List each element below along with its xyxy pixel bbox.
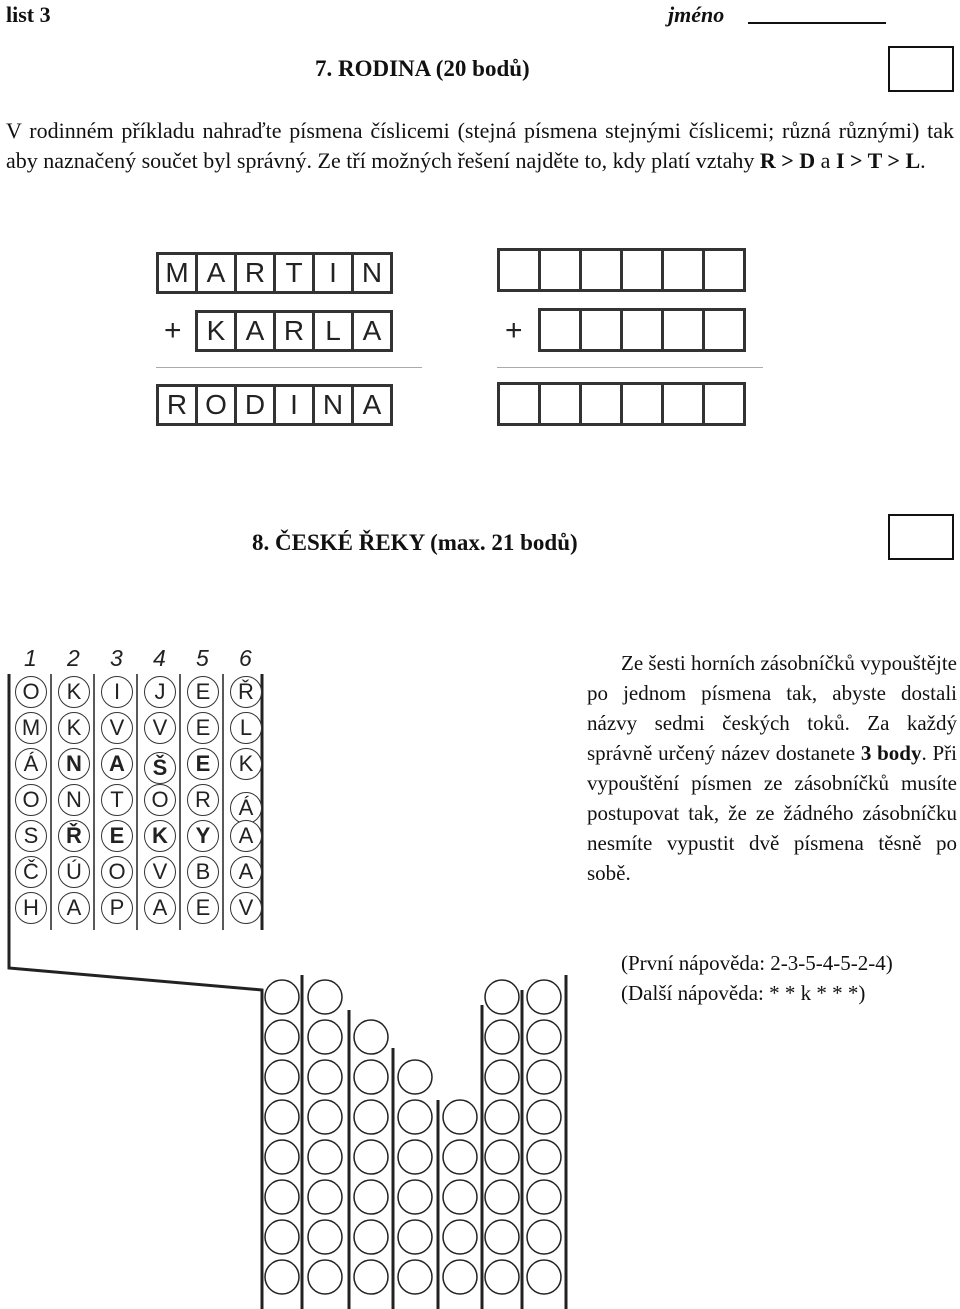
task7-relation-1: R > D xyxy=(759,148,816,173)
grid-letter[interactable]: R xyxy=(187,784,219,816)
grid-letter[interactable]: E xyxy=(187,712,219,744)
grid-letter[interactable]: Č xyxy=(15,856,47,888)
grid-letter[interactable]: A xyxy=(144,892,176,924)
letter-cell: A xyxy=(351,384,393,426)
grid-letter[interactable]: Á xyxy=(15,748,47,780)
grid-letter[interactable]: B xyxy=(187,856,219,888)
grid-letter[interactable]: A xyxy=(230,820,262,852)
sheet-label: list 3 xyxy=(6,2,51,27)
column-number: 3 xyxy=(110,645,123,671)
task8-title: 8. ČESKÉ ŘEKY (max. 21 bodů) xyxy=(252,530,578,555)
grid-letter[interactable]: K xyxy=(58,676,90,708)
letter-cell: I xyxy=(312,252,354,294)
letter-cell: A xyxy=(195,252,237,294)
grid-letter[interactable]: S xyxy=(15,820,47,852)
grid-letter[interactable]: K xyxy=(144,820,176,852)
letter-cell: A xyxy=(351,310,393,352)
grid-letter[interactable]: Ř xyxy=(230,676,262,708)
grid-letter[interactable]: V xyxy=(144,856,176,888)
hint-1: (První nápověda: 2-3-5-4-5-2-4) xyxy=(621,951,893,975)
letter-cell: I xyxy=(273,384,315,426)
grid-letter[interactable]: M xyxy=(15,712,47,744)
grid-letter[interactable]: Ú xyxy=(58,856,90,888)
grid-letter[interactable]: L xyxy=(230,712,262,744)
grid-letter[interactable]: N xyxy=(58,784,90,816)
grid-letter[interactable]: P xyxy=(101,892,133,924)
task8-points: 3 body xyxy=(860,741,922,765)
grid-letter[interactable]: E xyxy=(101,820,133,852)
grid-letter[interactable]: A xyxy=(230,856,262,888)
task7-text-end: . xyxy=(920,148,926,173)
grid-letter[interactable]: V xyxy=(144,712,176,744)
grid-letter[interactable]: O xyxy=(15,676,47,708)
task8-text-a: Ze šesti horních zásobníčků vypouštějte po jednom písmena tak, abyste dostali názvy sedmi českých toků. Za každý správně určený název dostanete xyxy=(587,651,957,765)
grid-letter[interactable]: E xyxy=(187,892,219,924)
grid-letter[interactable]: A xyxy=(101,748,133,780)
letter-cell: R xyxy=(273,310,315,352)
grid-letter[interactable]: I xyxy=(101,676,133,708)
grid-letter[interactable]: V xyxy=(101,712,133,744)
column-number: 1 xyxy=(24,645,37,671)
grid-letter[interactable]: V xyxy=(230,892,262,924)
grid-letter[interactable]: O xyxy=(15,784,47,816)
grid-letter[interactable]: H xyxy=(15,892,47,924)
grid-letter[interactable]: J xyxy=(144,676,176,708)
letter-cell: D xyxy=(234,384,276,426)
letter-cell: N xyxy=(312,384,354,426)
hint-2: (Další nápověda: * * k * * *) xyxy=(621,981,866,1005)
grid-letter[interactable]: Š xyxy=(144,752,176,784)
plus-sign: + xyxy=(505,314,523,347)
grid-letter[interactable]: Y xyxy=(187,820,219,852)
letter-cell: O xyxy=(195,384,237,426)
grid-letter[interactable]: Á xyxy=(230,792,262,824)
grid-letter[interactable]: O xyxy=(101,856,133,888)
grid-letter[interactable]: Ř xyxy=(58,820,90,852)
task7-title: 7. RODINA (20 bodů) xyxy=(315,56,530,81)
letter-cell: A xyxy=(234,310,276,352)
column-number: 2 xyxy=(67,645,80,671)
letter-cell: N xyxy=(351,252,393,294)
task7-relation-2: I > T > L xyxy=(835,148,921,173)
letter-cell: R xyxy=(156,384,198,426)
task7-text-1: V rodinném příkladu nahraďte písmena číslicemi (stejná písmena stejnými číslicemi; různá různými) tak aby naznačený součet byl správný. Ze tří možných řešení najděte to, kdy platí vztahy xyxy=(6,118,954,173)
task8-instructions xyxy=(587,648,957,888)
letter-cell: L xyxy=(312,310,354,352)
plus-sign: + xyxy=(164,314,182,347)
letter-cell: K xyxy=(195,310,237,352)
grid-letter[interactable]: O xyxy=(144,784,176,816)
grid-letter[interactable]: A xyxy=(58,892,90,924)
column-number: 4 xyxy=(153,645,166,671)
letter-cell: R xyxy=(234,252,276,294)
column-number: 5 xyxy=(196,645,209,671)
grid-letter[interactable]: K xyxy=(58,712,90,744)
grid-letter[interactable]: E xyxy=(187,676,219,708)
column-number: 6 xyxy=(239,645,252,671)
name-label: jméno xyxy=(668,2,725,27)
letter-cell: M xyxy=(156,252,198,294)
grid-letter[interactable]: T xyxy=(101,784,133,816)
grid-letter[interactable]: K xyxy=(230,748,262,780)
grid-letter[interactable]: N xyxy=(58,748,90,780)
task7-text-and: a xyxy=(815,148,836,173)
letter-cell: T xyxy=(273,252,315,294)
task8-text-b: . Při vypouštění písmen ze zásobníčků musíte postupovat tak, že ze žádného zásobníčku nesmíte vypustit dvě písmena těsně po sobě. xyxy=(587,741,957,885)
grid-letter[interactable]: E xyxy=(187,748,219,780)
